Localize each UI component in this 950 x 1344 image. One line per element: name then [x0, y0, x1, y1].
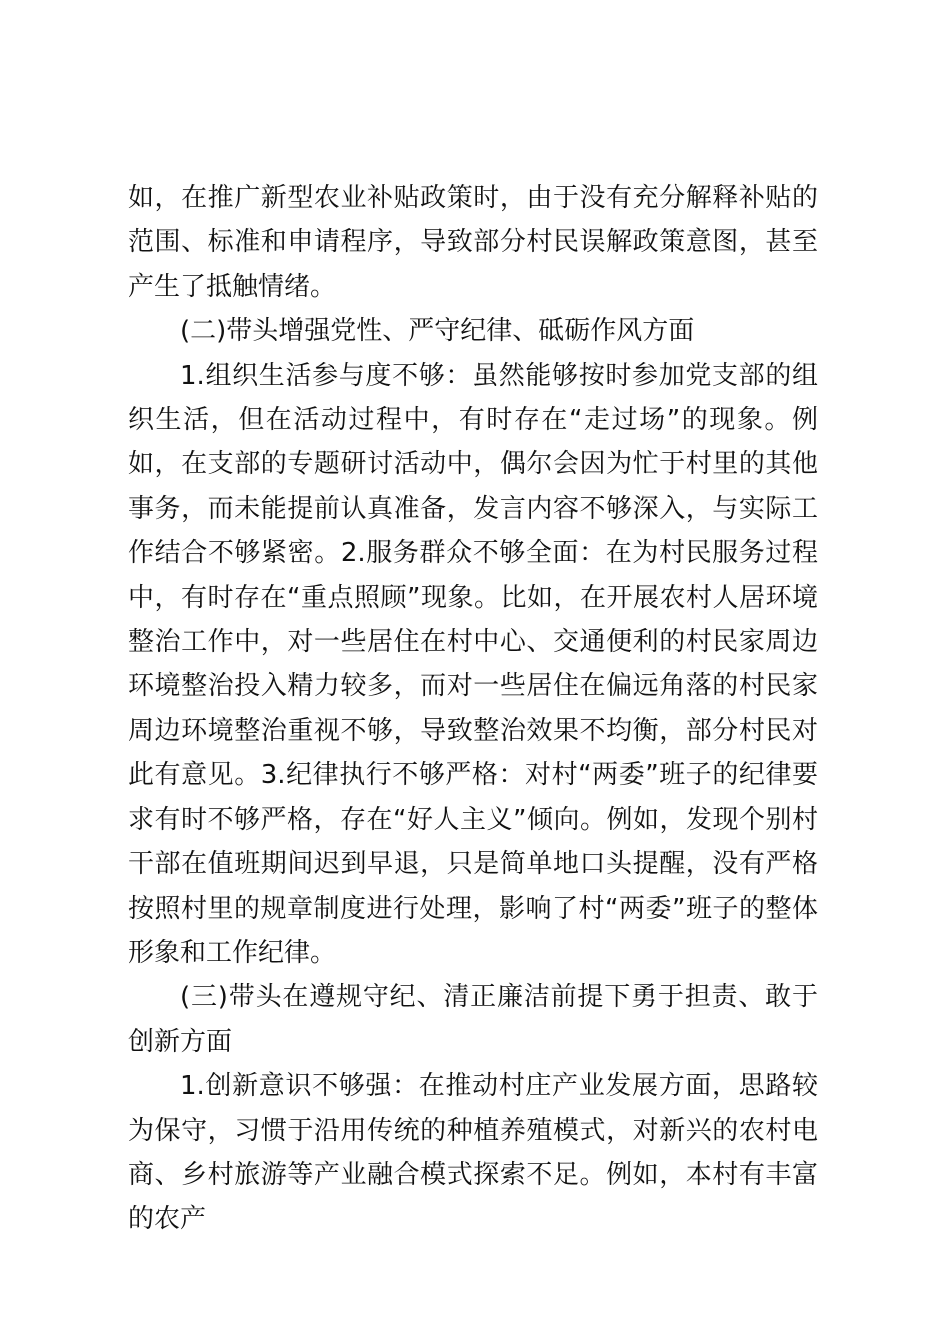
body-paragraph: 1.创新意识不够强：在推动村庄产业发展方面，思路较为保守，习惯于沿用传统的种植养殖模式，对新兴的农村电商、乡村旅游等产业融合模式探索不足。例如，本村有丰富的农产	[128, 1071, 818, 1235]
body-paragraph: 如，在推广新型农业补贴政策时，由于没有充分解释补贴的范围、标准和申请程序，导致部分村民误解政策意图，甚至产生了抵触情绪。	[128, 183, 818, 302]
section-heading: (二)带头增强党性、严守纪律、砥砺作风方面	[180, 316, 695, 347]
section-heading: (三)带头在遵规守纪、清正廉洁前提下勇于担责、敢于创新方面	[128, 982, 818, 1057]
body-paragraph: 1.组织生活参与度不够：虽然能够按时参加党支部的组织生活，但在活动过程中，有时存在“走过场”的现象。例如，在支部的专题研讨活动中，偶尔会因为忙于村里的其他事务，而未能提前认真准备，发言内容不够深入，与实际工作结合不够紧密。2.服务群众不够全面：在为村民服务过程中，有时存在“重点照顾”现象。比如，在开展农村人居环境整治工作中，对一些居住在村中心、交通便利的村民家周边环境整治投入精力较多，而对一些居住在偏远角落的村民家周边环境整治重视不够，导致整治效果不均衡，部分村民对此有意见。3.纪律执行不够严格：对村“两委”班子的纪律要求有时不够严格，存在“好人主义”倾向。例如，发现个别村干部在值班期间迟到早退，只是简单地口头提醒，没有严格按照村里的规章制度进行处理，影响了村“两委”班子的整体形象和工作纪律。	[128, 360, 818, 968]
document-page	[128, 176, 818, 1242]
